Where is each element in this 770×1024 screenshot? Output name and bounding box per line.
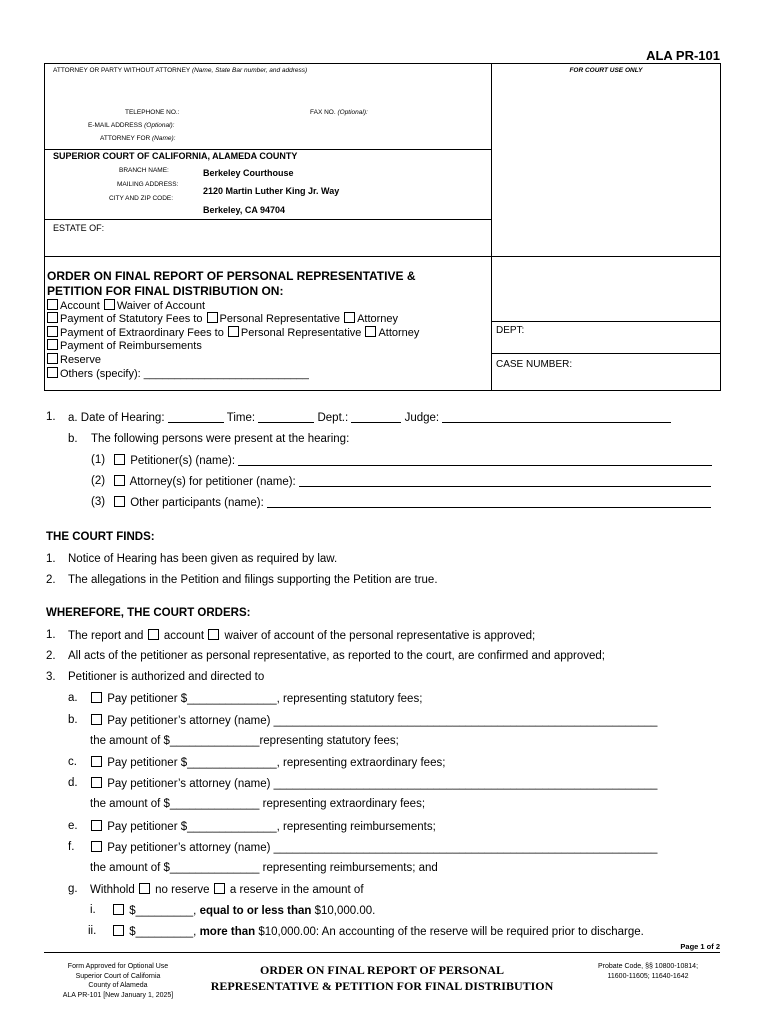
footer-title [192, 962, 572, 994]
page-number: Page 1 of 2 [680, 942, 720, 951]
telephone-label: TELEPHONE NO.: [125, 109, 180, 116]
option-row [46, 299, 205, 312]
attorney-for-label: ATTORNEY FOR (Name): [100, 135, 176, 142]
court-name: SUPERIOR COURT OF CALIFORNIA, ALAMEDA COUNTY [53, 151, 298, 161]
extraordinary-rep-checkbox[interactable] [228, 326, 239, 337]
hearing-dept-label: Dept.: [317, 412, 349, 424]
fax-label: FAX NO. (Optional): [310, 109, 368, 116]
reserve-low-amount: $_________, [129, 905, 197, 917]
divider [45, 219, 492, 220]
waiver-label: waiver of account of the personal representative is approved; [224, 630, 536, 642]
email-label: E-MAIL ADDRESS (Optional): [88, 122, 175, 129]
item-c-text: Pay petitioner $______________, representing extraordinary fees; [107, 757, 446, 769]
divider [492, 321, 720, 322]
mailing-value: 2120 Martin Luther King Jr. Way [203, 186, 340, 196]
attorney-label: Attorney [378, 327, 420, 339]
reserve-amount-checkbox[interactable] [214, 883, 225, 894]
divider [45, 149, 492, 150]
item-ii [112, 925, 644, 938]
option-row [46, 312, 398, 325]
no-reserve-checkbox[interactable] [139, 883, 150, 894]
approval-line: Form Approved for Optional Use [67, 963, 169, 970]
p1-num: (1) [91, 454, 106, 466]
item-roman: ii. [88, 925, 97, 937]
orders-num: 3. [46, 671, 56, 683]
title-line1: ORDER ON FINAL REPORT OF PERSONAL REPRESENTATIVE & [47, 269, 416, 283]
hearing-row [68, 411, 671, 424]
item-d-text: Pay petitioner’s attorney (name) ____________________________________________________________ [107, 778, 658, 790]
hearing-num: 1. [46, 411, 56, 423]
extraordinary-checkbox[interactable] [47, 326, 58, 337]
extraordinary-label: Payment of Extraordinary Fees to [60, 327, 224, 339]
item-d [90, 777, 657, 790]
item-roman: i. [90, 904, 96, 916]
orders-text: Petitioner is authorized and directed to [68, 671, 265, 683]
p1-row [113, 454, 712, 467]
reserve-label: Reserve [60, 354, 101, 366]
item-letter: b. [68, 714, 78, 726]
item-f [90, 841, 657, 854]
option-row [46, 367, 309, 380]
other-participants-label: Other participants (name): [130, 497, 264, 509]
item-letter: f. [68, 841, 75, 853]
p2-row [113, 475, 711, 488]
pay-attorney-reimbursements-checkbox[interactable] [91, 841, 102, 852]
branch-label: BRANCH NAME: [119, 167, 169, 174]
statutory-label: Payment of Statutory Fees to [60, 313, 203, 325]
item-f-text: Pay petitioner’s attorney (name) ____________________________________________________________ [107, 842, 658, 854]
footer-title-line: ORDER ON FINAL REPORT OF PERSONAL [260, 963, 504, 977]
item-e-text: Pay petitioner $______________, representing reimbursements; [107, 821, 436, 833]
hearing-b-num: b. [68, 433, 78, 445]
finds-heading: THE COURT FINDS: [46, 531, 155, 543]
orders-num: 2. [46, 650, 56, 662]
orders-heading: WHEREFORE, THE COURT ORDERS: [46, 607, 251, 619]
personal-rep-label: Personal Representative [219, 313, 340, 325]
reserve-high-checkbox[interactable] [113, 925, 124, 936]
attorney-present-field[interactable] [299, 475, 711, 487]
hearing-dept-field[interactable] [351, 411, 401, 423]
reimbursements-checkbox[interactable] [47, 339, 58, 350]
other-participants-field[interactable] [267, 496, 711, 508]
reserve-high-condition: more than [199, 926, 256, 938]
orders-row-1 [68, 629, 535, 642]
petitioner-label: Petitioner(s) (name): [130, 455, 236, 467]
item-b-text: Pay petitioner’s attorney (name) ____________________________________________________________ [107, 715, 658, 727]
approval-line: Superior Court of California [75, 972, 161, 980]
item-i [112, 904, 375, 917]
pay-statutory-checkbox[interactable] [91, 692, 102, 703]
footer-title-line: REPRESENTATIVE & PETITION FOR FINAL DISTRIBUTION [210, 979, 554, 993]
item-letter: a. [68, 692, 78, 704]
item-e [90, 820, 436, 833]
orders-text: The report and [68, 630, 144, 642]
statutory-rep-checkbox[interactable] [207, 312, 218, 323]
reserve-amount-label: a reserve in the amount of [229, 884, 364, 896]
hearing-judge-field[interactable] [442, 411, 671, 423]
estate-label: ESTATE OF: [53, 223, 105, 233]
branch-value: Berkeley Courthouse [203, 168, 294, 178]
pay-attorney-statutory-checkbox[interactable] [91, 714, 102, 725]
finds-num: 1. [46, 553, 56, 565]
attorney-present-checkbox[interactable] [114, 475, 125, 486]
other-participants-checkbox[interactable] [114, 496, 125, 507]
dept-case-box [491, 255, 721, 391]
approve-waiver-checkbox[interactable] [208, 629, 219, 640]
pay-extraordinary-checkbox[interactable] [91, 756, 102, 767]
p2-num: (2) [91, 475, 106, 487]
item-f-amount: the amount of $______________ representing reimbursements; and [90, 862, 438, 874]
approval-block [44, 962, 192, 1000]
no-reserve-label: no reserve [155, 884, 210, 896]
reserve-high-threshold: $10,000.00: An accounting of the reserve will be required prior to discharge. [258, 926, 644, 938]
item-letter: c. [68, 756, 77, 768]
pay-attorney-extraordinary-checkbox[interactable] [91, 777, 102, 788]
reserve-low-threshold: $10,000.00. [314, 905, 376, 917]
reserve-low-condition: equal to or less than [199, 905, 312, 917]
mailing-label: MAILING ADDRESS: [117, 181, 179, 188]
hearing-time-label: Time: [226, 412, 256, 424]
orders-num: 1. [46, 629, 56, 641]
approve-account-checkbox[interactable] [148, 629, 159, 640]
p3-row [113, 496, 711, 509]
divider [492, 353, 720, 354]
statutory-attorney-checkbox[interactable] [344, 312, 355, 323]
finds-text: The allegations in the Petition and filings supporting the Petition are true. [68, 574, 438, 586]
reserve-high-amount: $_________, [129, 926, 197, 938]
pay-reimbursements-checkbox[interactable] [91, 820, 102, 831]
withhold-label: Withhold [90, 884, 135, 896]
attorney-label: Attorney [357, 313, 399, 325]
statutory-checkbox[interactable] [47, 312, 58, 323]
item-b-amount: the amount of $______________representing statutory fees; [90, 735, 399, 747]
waiver-checkbox[interactable] [104, 299, 115, 310]
hearing-b-text: The following persons were present at the hearing: [91, 433, 350, 445]
attorney-present-label: Attorney(s) for petitioner (name): [129, 476, 296, 488]
reserve-checkbox[interactable] [47, 353, 58, 364]
item-letter: d. [68, 777, 78, 789]
item-a [90, 692, 422, 705]
case-number-label: CASE NUMBER: [496, 359, 573, 370]
item-c [90, 756, 445, 769]
dept-label: DEPT: [496, 325, 525, 336]
personal-rep-label: Personal Representative [240, 327, 362, 339]
city-label: CITY AND ZIP CODE: [109, 195, 174, 202]
attorney-court-box [44, 63, 492, 257]
hearing-date-label: a. Date of Hearing: [68, 412, 165, 424]
option-row [46, 326, 419, 339]
account-label: Account [60, 300, 100, 312]
title-box [44, 255, 492, 391]
option-row [46, 353, 101, 366]
others-checkbox[interactable] [47, 367, 58, 378]
item-a-text: Pay petitioner $______________, representing statutory fees; [107, 693, 423, 705]
item-letter: e. [68, 820, 78, 832]
city-value: Berkeley, CA 94704 [203, 205, 286, 215]
item-b [90, 714, 657, 727]
petitioner-field[interactable] [238, 454, 712, 466]
p3-num: (3) [91, 496, 106, 508]
option-row [46, 339, 202, 352]
reimbursements-label: Payment of Reimbursements [60, 340, 202, 352]
footer-rule [44, 952, 720, 953]
extraordinary-attorney-checkbox[interactable] [365, 326, 376, 337]
waiver-label: Waiver of Account [116, 300, 206, 312]
orders-text: All acts of the petitioner as personal representative, as reported to the court, are confirmed and approved; [68, 650, 605, 662]
court-use-label: FOR COURT USE ONLY [569, 67, 643, 74]
reserve-low-checkbox[interactable] [113, 904, 124, 915]
account-label: account [163, 630, 205, 642]
attorney-label: ATTORNEY OR PARTY WITHOUT ATTORNEY (Name, State Bar number, and address) [53, 67, 308, 74]
code-citation [580, 962, 716, 981]
item-d-amount: the amount of $______________ representing extraordinary fees; [90, 798, 426, 810]
code-line: Probate Code, §§ 10800-10814; [597, 963, 699, 970]
petitioner-checkbox[interactable] [114, 454, 125, 465]
hearing-judge-label: Judge: [404, 412, 440, 424]
title-line2: PETITION FOR FINAL DISTRIBUTION ON: [47, 284, 284, 298]
others-label: Others (specify): ___________________________ [60, 368, 309, 380]
item-letter: g. [68, 883, 78, 895]
hearing-time-field[interactable] [258, 411, 314, 423]
approval-line: County of Alameda [88, 982, 148, 989]
finds-num: 2. [46, 574, 56, 586]
code-line: 11600-11605; 11640-1642 [607, 972, 689, 980]
hearing-date-field[interactable] [168, 411, 224, 423]
form-id: ALA PR-101 [646, 48, 720, 63]
finds-text: Notice of Hearing has been given as required by law. [68, 553, 338, 565]
approval-line: ALA PR-101 [New January 1, 2025] [62, 991, 174, 999]
account-checkbox[interactable] [47, 299, 58, 310]
court-use-box [491, 63, 721, 257]
item-g [90, 883, 364, 896]
